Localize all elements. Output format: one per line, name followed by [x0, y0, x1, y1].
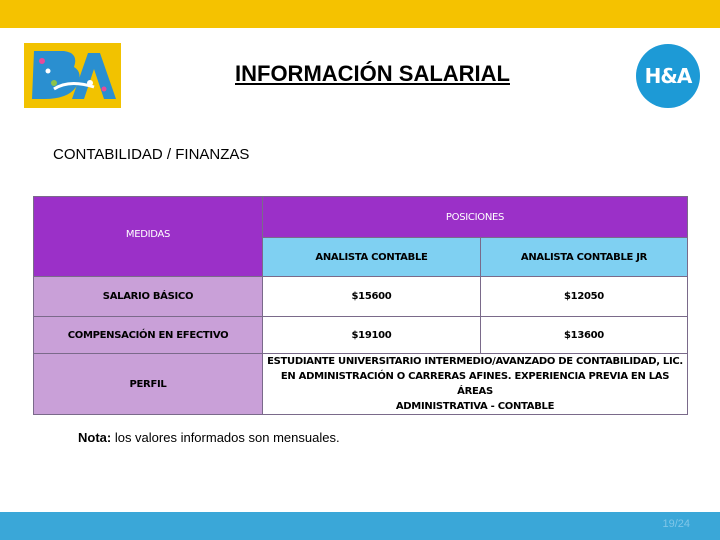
- posiciones-header: POSICIONES: [263, 197, 688, 238]
- section-title: CONTABILIDAD / FINANZAS: [53, 146, 250, 163]
- top-bar: [0, 0, 720, 28]
- page-title: INFORMACIÓN SALARIAL: [235, 61, 510, 86]
- salary-value: $15600: [263, 277, 481, 317]
- perfil-line: ESTUDIANTE UNIVERSITARIO INTERMEDIO/AVANZADO DE CONTABILIDAD, LIC.: [267, 356, 683, 367]
- note: [78, 430, 340, 445]
- ha-logo: [636, 44, 700, 108]
- perfil-line: EN ADMINISTRACIÓN O CARRERAS AFINES. EXPERIENCIA PREVIA EN LAS ÁREAS: [280, 371, 670, 397]
- table-row: [34, 354, 688, 415]
- medidas-header: MEDIDAS: [34, 197, 263, 277]
- position-header: ANALISTA CONTABLE JR: [481, 238, 688, 277]
- note-label: Nota:: [78, 430, 112, 445]
- row-label: PERFIL: [34, 354, 263, 415]
- perfil-line: ADMINISTRATIVA - CONTABLE: [395, 401, 555, 412]
- ha-logo-text: H&A: [644, 64, 692, 88]
- row-label: COMPENSACIÓN EN EFECTIVO: [34, 317, 263, 354]
- salary-value: $13600: [481, 317, 688, 354]
- bottom-bar: [0, 512, 720, 540]
- table-row: [34, 317, 688, 354]
- salary-value: $19100: [263, 317, 481, 354]
- row-label: SALARIO BÁSICO: [34, 277, 263, 317]
- perfil-text: [263, 354, 688, 415]
- position-header: ANALISTA CONTABLE: [263, 238, 481, 277]
- salary-value: $12050: [481, 277, 688, 317]
- salary-table: [33, 196, 688, 415]
- page-number: 19/24: [662, 518, 690, 530]
- note-text: los valores informados son mensuales.: [111, 430, 340, 445]
- table-row: [34, 277, 688, 317]
